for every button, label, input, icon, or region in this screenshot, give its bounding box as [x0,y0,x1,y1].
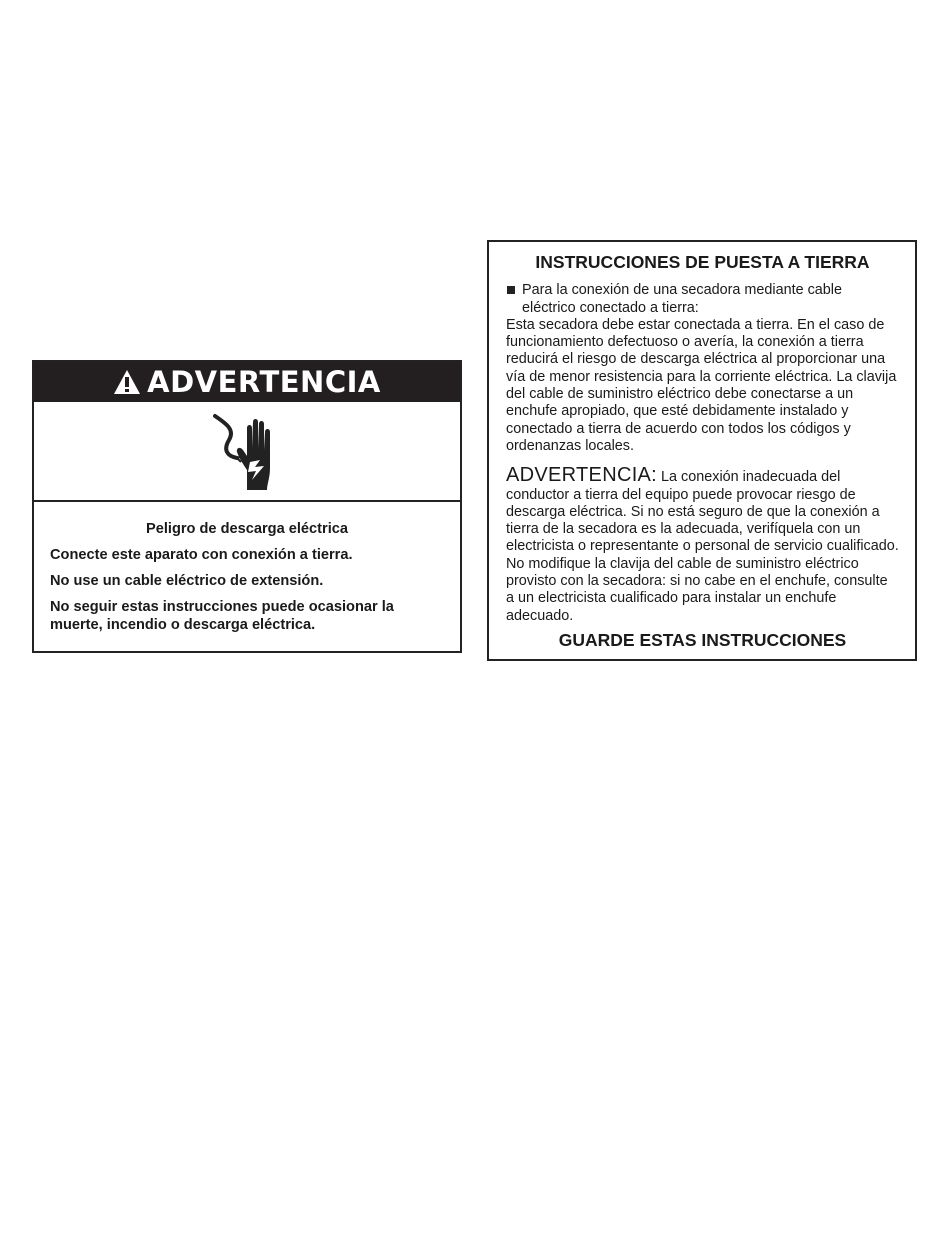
save-instructions-footer: GUARDE ESTAS INSTRUCCIONES [558,629,847,650]
warning-paragraph [506,464,899,625]
warning-triangle-icon [113,369,141,395]
warning-body [34,502,460,634]
electrical-warning-label [32,360,462,653]
warning-paragraph-text: La conexión inadecuada del conductor a tierra del equipo puede provocar riesgo de descarga eléctrica. Si no está seguro de que la conexión a tierra de la secadora es la adecuada, verifíquela con un electricista o representante o personal de servicio cualificado. No modifique la clavija del cable de suministro eléctrico provisto con la secadora: si no cabe en el enchufe, consulte a un electricista cualificado para instalar un enchufe adecuado. [506,469,899,624]
grounding-instructions-box [487,240,917,661]
hazard-pictogram-area [34,402,460,502]
warning-line-ground: Conecte este aparato con conexión a tierra. [50,547,353,563]
warning-header-text: ADVERTENCIA [147,365,381,399]
instructions-bullet-item [506,282,899,317]
bullet-text: Para la conexión de una secadora mediante cable eléctrico conectado a tierra: [522,282,843,316]
warning-label: ADVERTENCIA: [506,464,658,487]
instructions-title: INSTRUCCIONES DE PUESTA A TIERRA [535,252,870,272]
electric-shock-hand-icon [207,410,287,492]
square-bullet-icon [507,286,515,294]
warning-subtitle: Peligro de descarga eléctrica [146,521,348,537]
warning-header [34,362,460,402]
warning-line-consequence: No seguir estas instrucciones puede ocasionar la muerte, incendio o descarga eléctrica. [50,599,394,633]
warning-line-extension: No use un cable eléctrico de extensión. [50,573,324,589]
grounding-paragraph: Esta secadora debe estar conectada a tierra. En el caso de funcionamiento defectuoso o avería, la conexión a tierra reducirá el riesgo de descarga eléctrica al proporcionar una vía de menor resistencia para la corriente eléctrica. La clavija del cable de suministro eléctrico debe conectarse a un enchufe apropiado, que esté debidamente instalado y conectado a tierra de acuerdo con todos los códigos y ordenanzas locales. [506,316,897,454]
